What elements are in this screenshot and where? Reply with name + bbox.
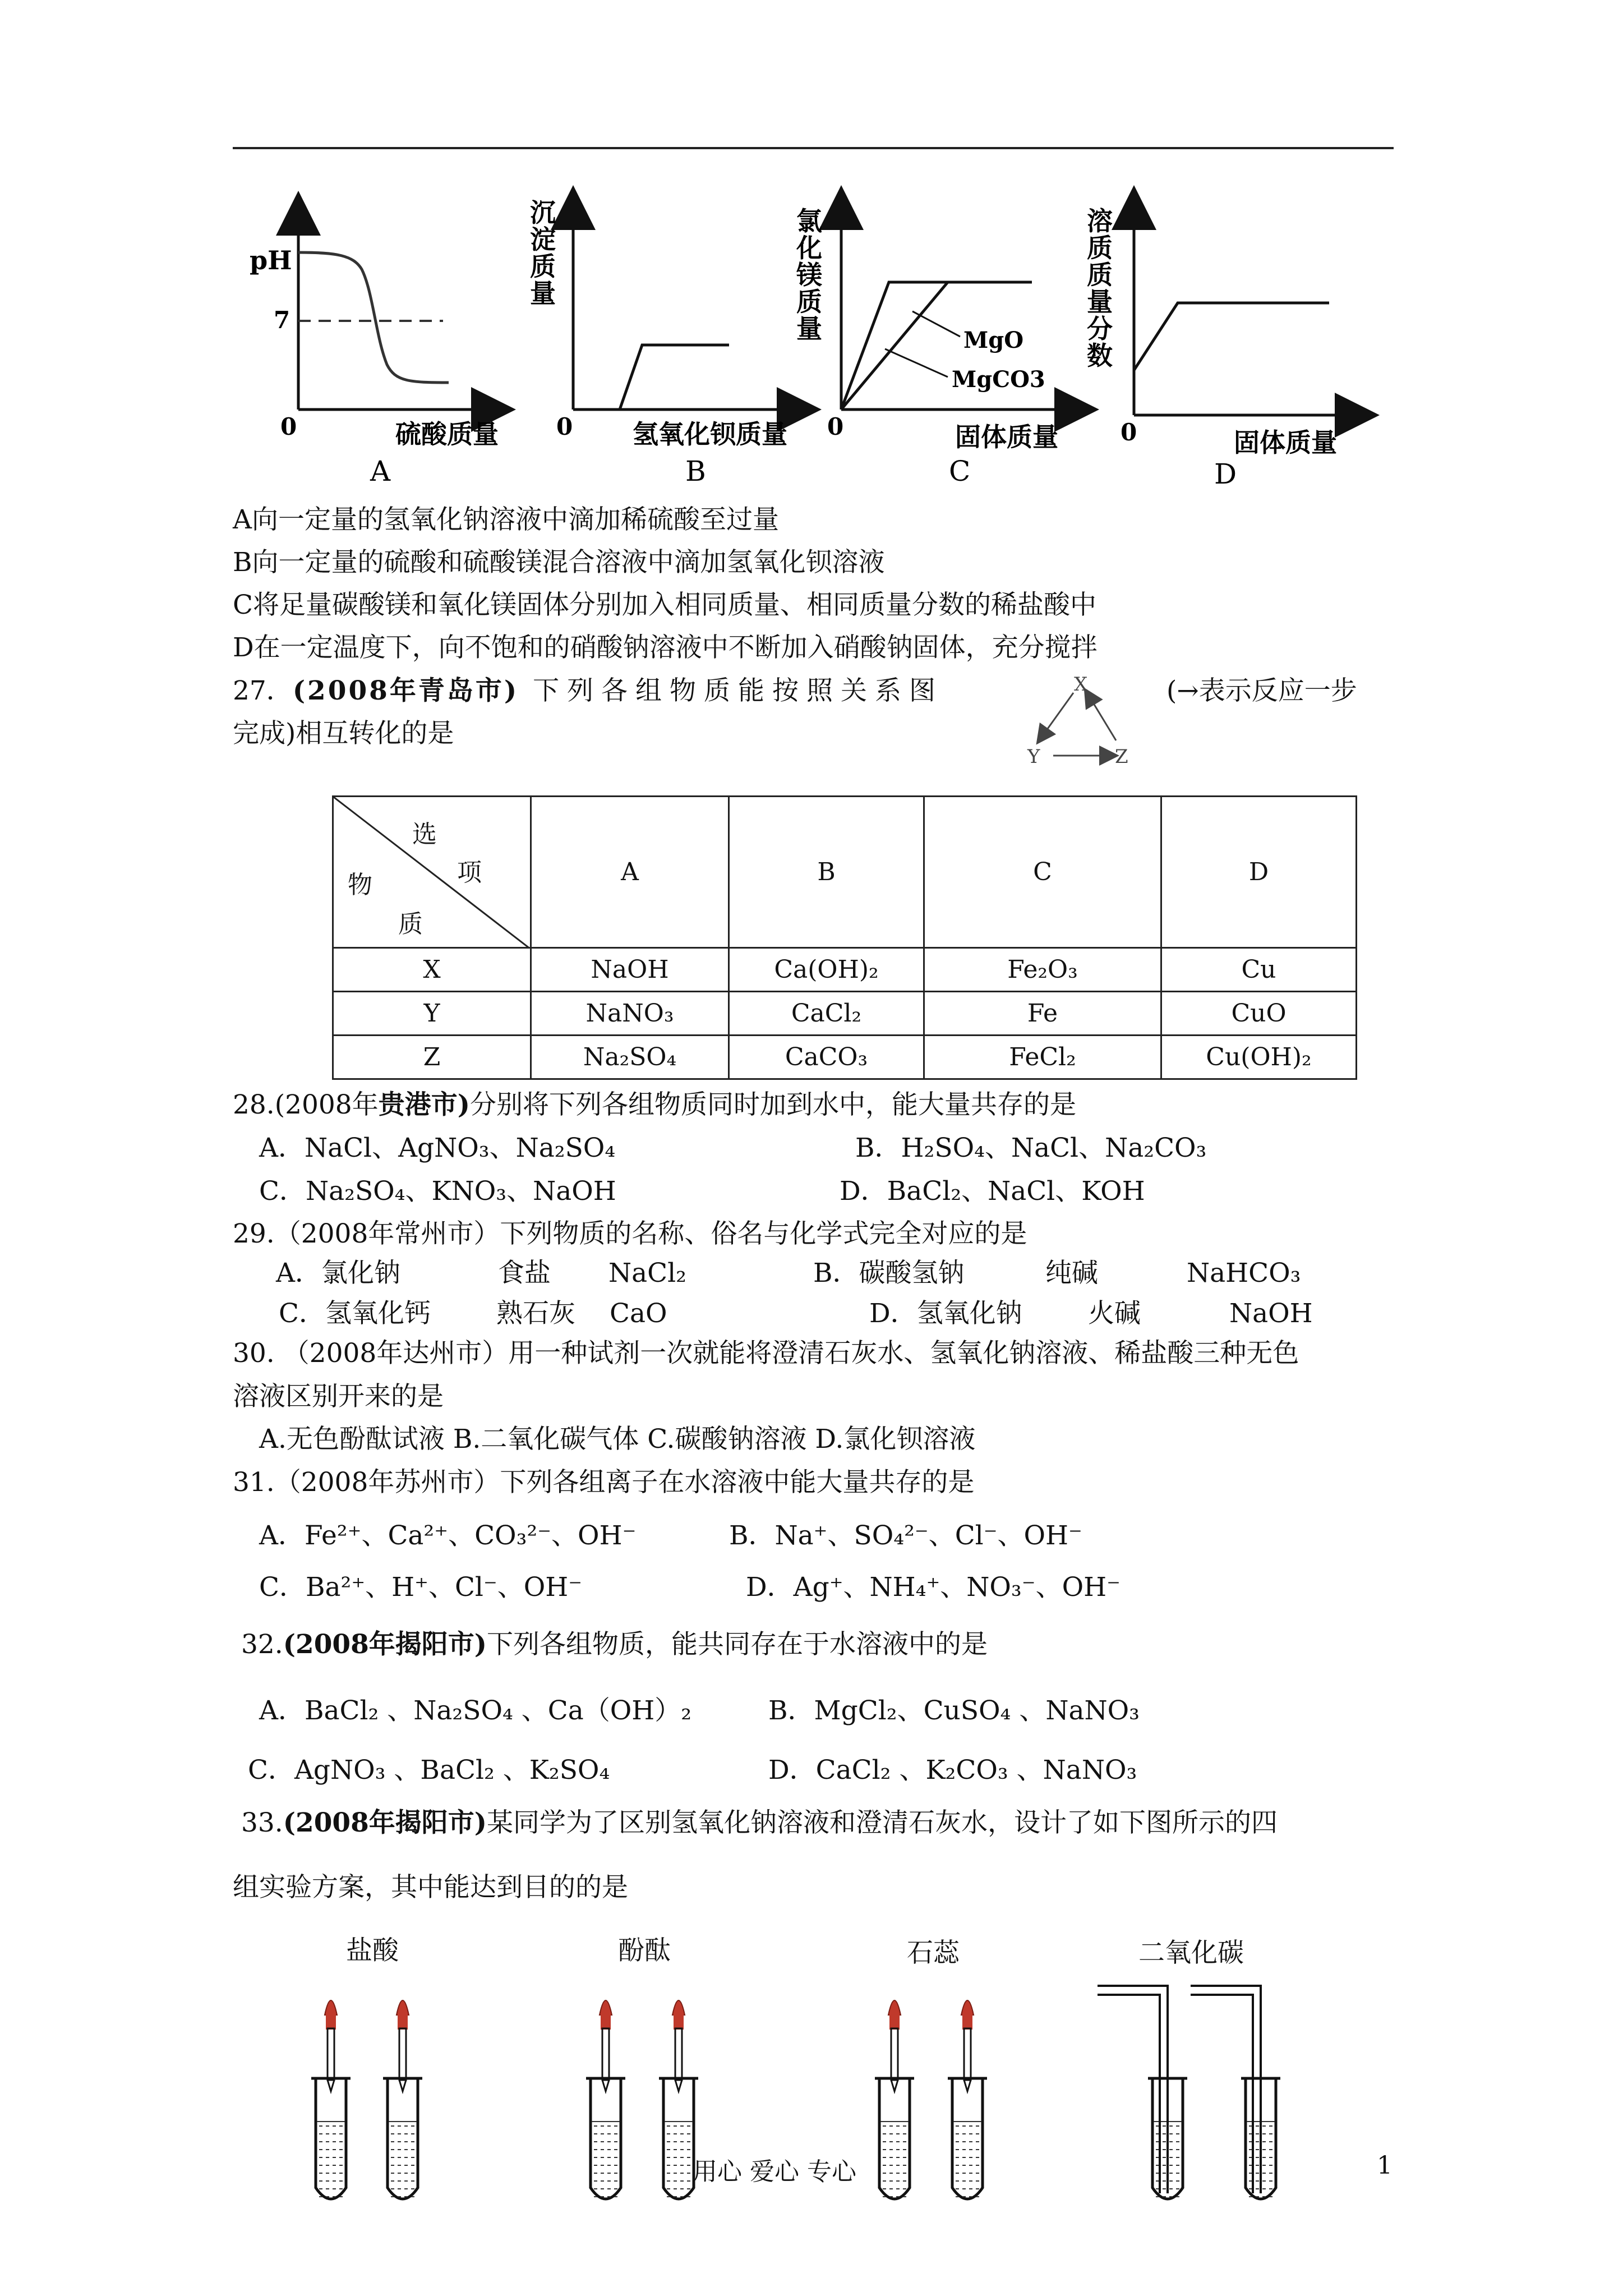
q32-option-c: C．AgNO₃ 、BaCl₂ 、K₂SO₄: [248, 1755, 610, 1786]
table-row: X NaOH Ca(OH)₂ Fe₂O₃ Cu: [333, 948, 1357, 992]
dropper-bulb: [672, 2000, 685, 2015]
q32-stem: 32.(2008年揭阳市)下列各组物质，能共同存在于水溶液中的是: [241, 1629, 988, 1660]
q29-option-d: D．氢氧化钠: [869, 1298, 1022, 1329]
dropper-bulb: [325, 2000, 337, 2015]
q27-col-d: D: [1161, 797, 1357, 948]
q30-line1: 30. （2008年达州市）用一种试剂一次就能将澄清石灰水、氢氧化钠溶液、稀盐酸三种无色: [233, 1338, 1299, 1369]
q27-col-c: C: [924, 797, 1161, 948]
graph-c-series-mgo: MgO: [963, 327, 1024, 353]
dropper-bulb: [961, 2000, 974, 2015]
dropper-tube: [675, 2028, 682, 2080]
q27-text-b: (→表示反应一步: [1166, 675, 1357, 706]
footer-motto: 用心 爱心 专心: [693, 2157, 856, 2186]
q28-option-b: B．H₂SO₄、NaCl、Na₂CO₃: [855, 1133, 1207, 1163]
q28-option-d: D．BaCl₂、NaCl、KOH: [840, 1176, 1145, 1207]
q32-option-d: D．CaCl₂ 、K₂CO₃ 、NaNO₃: [768, 1755, 1137, 1786]
q29-stem: 29.（2008年常州市）下列物质的名称、俗名与化学式完全对应的是: [233, 1218, 1027, 1249]
gas-tube: [1191, 1986, 1261, 2193]
dropper-tube: [602, 2028, 609, 2080]
q29-option-b: B．碳酸氢钠: [813, 1258, 965, 1289]
dropper-bulb: [396, 2000, 409, 2015]
q28-option-c: C．Na₂SO₄、KNO₃、NaOH: [259, 1176, 616, 1207]
q27-number: 27．: [233, 675, 293, 706]
graph-c-x-label: 固体质量: [955, 422, 1058, 452]
dropper-tube: [399, 2028, 406, 2080]
graph-b-y-label: 沉淀质量: [530, 197, 556, 309]
q28-stem: 28.(2008年贵港市)分别将下列各组物质同时加到水中，能大量共存的是: [233, 1089, 1076, 1120]
graph-a-letter: A: [370, 455, 391, 487]
graph-d-y-label: 溶质质量分数: [1087, 206, 1113, 371]
q29-option-c: C．氢氧化钙: [279, 1298, 431, 1329]
graph-a-y-label: pH: [250, 245, 292, 275]
q31-option-d: D．Ag⁺、NH₄⁺、NO₃⁻、OH⁻: [746, 1572, 1121, 1603]
graph-c-y-label: 氯化镁质量: [796, 206, 822, 344]
graph-a-x-label: 硫酸质量: [395, 419, 499, 449]
graph-d-x-label: 固体质量: [1234, 427, 1337, 458]
graph-c-origin: 0: [827, 413, 844, 440]
q33-reagent-hcl: 盐酸: [346, 1935, 399, 1966]
page-number: 1: [1377, 2151, 1393, 2180]
q26-option-c: C将足量碳酸镁和氧化镁固体分别加入相同质量、相同质量分数的稀盐酸中: [233, 590, 1096, 620]
table-row: Y NaNO₃ CaCl₂ Fe CuO: [333, 992, 1357, 1036]
dropper-bulb: [888, 2000, 901, 2015]
q32-option-a: A．BaCl₂ 、Na₂SO₄ 、Ca（OH）₂: [259, 1695, 692, 1726]
q26-option-a: A向一定量的氢氧化钠溶液中滴加稀硫酸至过量: [233, 504, 779, 535]
q32-option-b: B．MgCl₂、CuSO₄ 、NaNO₃: [768, 1695, 1140, 1726]
q27-col-b: B: [729, 797, 924, 948]
graph-b-origin: 0: [556, 413, 573, 440]
q31-option-c: C．Ba²⁺、H⁺、Cl⁻、OH⁻: [259, 1572, 583, 1603]
q33-line2: 组实验方案，其中能达到目的的是: [233, 1872, 628, 1903]
q27-diagram-x: X: [1074, 673, 1088, 696]
q26-option-d: D在一定温度下，向不饱和的硝酸钠溶液中不断加入硝酸钠固体，充分搅拌: [233, 632, 1098, 663]
graph-a-origin: 0: [280, 413, 297, 440]
dropper-tube: [964, 2028, 971, 2080]
q30-options: A.无色酚酞试液 B.二氧化碳气体 C.碳酸钠溶液 D.氯化钡溶液: [259, 1424, 976, 1455]
q31-stem: 31.（2008年苏州市）下列各组离子在水溶液中能大量共存的是: [233, 1467, 975, 1498]
table-row: Z Na₂SO₄ CaCO₃ FeCl₂ Cu(OH)₂: [333, 1036, 1357, 1079]
q31-option-a: A．Fe²⁺、Ca²⁺、CO₃²⁻、OH⁻: [259, 1520, 637, 1551]
q33-reagent-co2: 二氧化碳: [1138, 1938, 1244, 1968]
q29-option-a: A．氯化钠: [276, 1258, 400, 1289]
gas-tube: [1098, 1986, 1168, 2193]
graph-d-origin: 0: [1121, 418, 1137, 446]
dropper-tube: [891, 2028, 898, 2080]
q27-text-c: 完成)相互转化的是: [233, 718, 454, 749]
q27-diagram-y: Y: [1027, 746, 1040, 768]
q33-stem: 33.(2008年揭阳市)某同学为了区别氢氧化钠溶液和澄清石灰水，设计了如下图所示的四: [241, 1807, 1278, 1838]
graph-a-tick-7: 7: [274, 306, 291, 334]
q27-diagram-z: Z: [1115, 746, 1128, 768]
dropper-bulb: [600, 2000, 612, 2015]
q26-option-b: B向一定量的硫酸和硫酸镁混合溶液中滴加氢氧化钡溶液: [233, 547, 885, 578]
q33-reagent-phenolphthalein: 酚酞: [618, 1935, 671, 1966]
graph-c-letter: C: [949, 455, 971, 487]
q27-table-corner: 选 项 物 质: [333, 797, 531, 948]
q31-option-b: B．Na⁺、SO₄²⁻、Cl⁻、OH⁻: [729, 1520, 1082, 1551]
graph-b-letter: B: [685, 455, 706, 487]
q33-reagent-litmus: 石蕊: [907, 1938, 960, 1968]
q27-source: (2008年青岛市): [292, 675, 519, 706]
q27-col-a: A: [531, 797, 729, 948]
graph-c-series-mgco3: MgCO3: [952, 366, 1045, 393]
q28-option-a: A．NaCl、AgNO₃、Na₂SO₄: [259, 1133, 616, 1163]
dropper-tube: [328, 2028, 334, 2080]
graph-d-letter: D: [1214, 458, 1237, 490]
q30-line2: 溶液区别开来的是: [233, 1381, 444, 1412]
graph-b-x-label: 氢氧化钡质量: [633, 419, 787, 449]
q27-text-a: 下列各组物质能按照关系图: [533, 675, 944, 706]
